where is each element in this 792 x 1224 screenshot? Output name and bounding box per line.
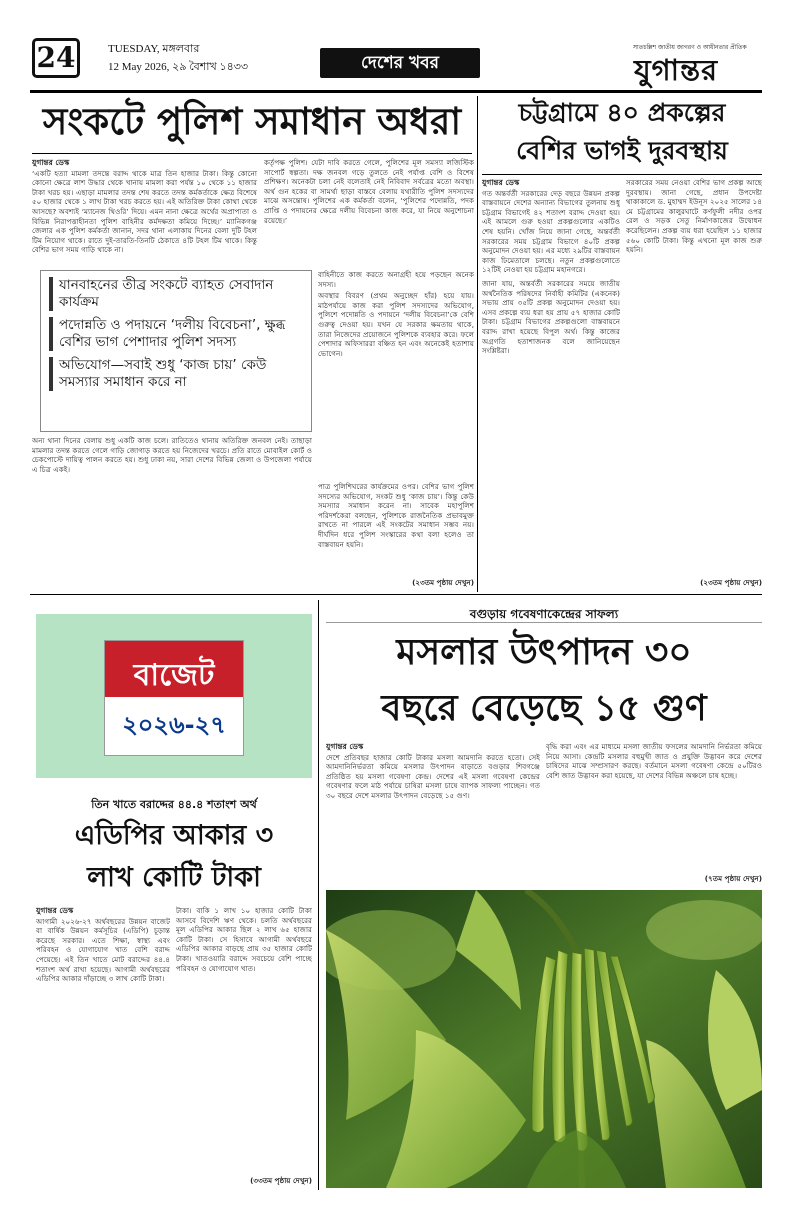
ctg-column-2 — [626, 178, 762, 578]
ctg-body-3: সরকারের সময় নেওয়া বেশির ভাগ প্রকল্প আছে দুরবস্থায়। জানা গেছে, প্রধান উপদেষ্টা থাকাকালে ড. মুহাম্মদ ইউনূস ২০২৫ সালের ১৪ মে চট্টগ্রামের কালুরঘাটে কর্ণফুলী নদীর ওপর রেল ও সড়ক সেতু নির্মাণকাজের উদ্বোধন করেছিলেন। প্রকল্প ব্যয় ধরা হয়েছিল ১১ হাজার ৫৬০ কোটি টাকা। কিন্তু এখনো মূল কাজ শুরু হয়নি। — [626, 178, 762, 255]
police-body-2: কর্তৃপক্ষ পুলিশ। যেটা দাবি করতে গেলে, পুলিশের মূল সমস্যা লজিস্টিক সাপোর্ট স্বল্পতা। দক্ষ জনবল গড়ে তুলতে নেই পর্যাপ্ত বেশি ও বিশেষ প্রশিক্ষণ। অনেকটা চলা নেই বলেতাই নেই নিবিবাদ সর্বত্রের মতো অবস্থা। অর্থ গুন হকের বা সামর্থ্য ছাড়া বাস্তবে বেলায় যথারীতি পুলিশ সদস্যদের মাঝে অসন্তোষ। পুলিশের এক কর্মকর্তা বলেন, ‘পুলিশের পদোন্নতি, পদক প্রাপ্তি ও পদায়নের ক্ষেত্রে দলীয় বিবেচনা কাজ করে, যা নিয়ে অনুশোচনা রয়েছে।’ — [264, 158, 474, 225]
spice-kicker: বগুড়ায় গবেষণাকেন্দ্রের সাফল্য — [469, 607, 619, 621]
police-body-1: ‘একটি হত্যা মামলা তদন্তে বরাদ্দ থাকে মাত্র তিন হাজার টাকা। কিন্তু কোনো কোনো ক্ষেত্রে লাশ উদ্ধার থেকে খানায় মামলা করা পর্যন্ত ১০ থেকে ১১ হাজার টাকা খরচ হয়। এছাড়া মামলার তদন্ত শেষ করতে তদন্ত কর্মকর্তাকে ক্ষেত্র বিশেষে ৫০ হাজার থেকে ১ লাখ টাকা খরচ করতে হয়। এই অতিরিক্ত টাকা কোথা থেকে আসছে? অবশ্যই ‘ম্যানেজ থিওরি’ দিয়ে। এমন নানা ক্ষেত্রে অর্থের অপ্রাপ্যতা ও বিভিন্ন নিরাপত্তাহীনতা পুলিশ বাহিনীর কর্মদক্ষতা কমিয়ে দিচ্ছে।’ ম্যানিকগঞ্জ জেলার এক পুলিশ কর্মকর্তা জানান, সদর থানা এলাকায় দিনের বেলা দুটি টহল টিম নিয়োগ থাকে। রাতে দুই-তারতি-তিনটি ঠেকাতে ৪টি টহল টিম থাকে। কিন্তু বেশির ভাগ সময় গাড়ি থাকে না। — [32, 168, 257, 255]
section-title: দেশের খবর — [361, 53, 439, 73]
budget-column-2 — [176, 906, 312, 1178]
police-lower-column-1 — [32, 436, 312, 590]
police-column-3 — [318, 270, 474, 478]
issue-day: TUESDAY, মঙ্গলবার — [108, 43, 200, 55]
budget-continued: (৩৩তম পৃষ্ঠায় দেখুন) — [250, 1176, 312, 1185]
spice-column-2 — [546, 742, 762, 874]
police-desk: যুগান্তর ডেস্ক — [32, 158, 70, 167]
page-header — [30, 36, 762, 86]
spice-headline-line-1: মসলার উৎপাদন ৩০ — [396, 632, 692, 673]
pullquote-title: যানবাহনের তীব্র সংকটে ব্যাহত সেবাদান কার্যক্রম — [49, 277, 303, 311]
top-section-rule — [30, 594, 762, 595]
police-lower-column-2 — [318, 482, 474, 590]
police-continued: (২৩তম পৃষ্ঠায় দেখুন) — [412, 578, 474, 587]
budget-badge-title: বাজেট — [133, 658, 215, 693]
budget-kicker: তিন খাতে বরাদ্দের ৪৪.৪ শতাংশ অর্থ — [91, 798, 257, 811]
masthead-tagline: জাতীয় জাগরণ ও আধীনতার প্রীতিক — [658, 44, 747, 51]
budget-badge — [104, 640, 244, 756]
masthead-tag: সাতচল্লিশ — [633, 44, 656, 51]
budget-badge-year: ২০২৬-২৭ — [122, 711, 226, 739]
spice-continued: (৭তম পৃষ্ঠায় দেখুন) — [704, 874, 762, 883]
spice-body-2: বৃদ্ধি করা এবং এর মাধ্যমে মসলা জাতীয় ফসলের আমদানি নির্ভরতা কমিয়ে নিয়ে আসা। কেন্দ্রটি মসলার বহুমুখী জাত ও প্রযুক্তি উদ্ভাবন করে দেশের চাষিদের মাঝে সম্প্রসারণ করছে। বর্তমানে মসলা গবেষণা কেন্দ্রে ৫০টিরও বেশি জাত উদ্ভাবন করা হয়েছে, যা দেশের বিভিন্ন অঞ্চলে চাষ হচ্ছে। — [546, 742, 762, 780]
police-pullquote — [40, 270, 312, 432]
vanilla-illustration — [326, 890, 762, 1188]
ctg-column-1 — [482, 178, 620, 578]
ctg-body-1: গত অন্তর্বর্তী সরকারের দেড় বছরে উন্নয়ন প্রকল্প বাস্তবায়নে দেশের অন্যান্য বিভাগের তুলনায় শুধু চট্টগ্রাম বিভাগেই ৪২ শতাংশ বরাদ্দ দেওয়া হয়। এই আমলে গুরু হওয়া প্রকল্পগুলোর একটিও শেষ হয়নি। খোঁজ নিয়ে জানা গেছে, অন্তর্বর্তী সরকারের সময় চট্টগ্রাম বিভাগে ৪০টি প্রকল্প অনুমোদন দেওয়া হয়। এর মধ্যে ২৯টির বাস্তবায়ন কাজ ঢিমেতালে চলছে। নতুন প্রকল্পগুলোতে ১২টিই নেওয়া হয় চট্টগ্রাম মহানগরে। — [482, 188, 620, 275]
budget-desk: যুগান্তর ডেস্ক — [36, 906, 74, 915]
budget-body-2: টাকা। বাকি ১ লাখ ১০ হাজার কোটি টাকা আসবে বিদেশি ঋণ থেকে। চলতি অর্থবছরের মূল এডিপির আকার ছিল ২ লাখ ৬৫ হাজার কোটি টাকা। সে হিসাবে আগামী অর্থবছরে এডিপির আকার বাড়ছে প্রায় ৩৫ হাজার কোটি টাকা। খাতওয়ারি বরাদ্দে সবচেয়ে বেশি পাচ্ছে পরিবহন ও যোগাযোগ খাত। — [176, 906, 312, 973]
budget-headline-line-1: এডিপির আকার ৩ — [74, 820, 274, 851]
top-column-divider — [477, 96, 478, 592]
ctg-headline-line-1: চট্টগ্রামে ৪০ প্রকল্পের — [518, 98, 726, 127]
pullquote-item-1: পদোন্নতি ও পদায়নে ‘দলীয় বিবেচনা’, ক্ষুব্ধ বেশির ভাগ পেশাদার পুলিশ সদস্য — [49, 317, 303, 351]
section-banner — [320, 48, 480, 78]
budget-logo — [36, 614, 312, 778]
ctg-body-2: জানা যায়, অন্তর্বর্তী সরকারের সময়ে জাতীয় অর্থনৈতিক পরিষদের নির্বাহী কমিটির (একনেক) সভায় প্রায় ৩৫টি প্রকল্প অনুমোদন দেওয়া হয়। এসব প্রকল্পে ব্যয় ধরা হয় প্রায় ৫৭ হাজার কোটি টাকা। চট্টগ্রাম বিভাগের প্রকল্পগুলো বাস্তবায়নে বরাদ্দ রাখা হয়েছে বিপুল অর্থ। কিন্তু কাজের অগ্রগতি হতাশাজনক বলে জানিয়েছেন সংশ্লিষ্টরা। — [482, 278, 620, 356]
ctg-headline-rule — [482, 174, 762, 175]
ctg-desk: যুগান্তর ডেস্ক — [482, 178, 520, 187]
police-lower-body-1: অন্য থানা দিনের বেলায় শুধু একটি কাজ চলে। রাতিতেও থানায় অতিরিক্ত জনবল নেই। তাছাড়া মামলার তদন্ত করতে গেলে গাড়ি জোগাড় করতে হয় নিজেদের খরচে। প্রতি রাতে মোবাইল কোর্ট ও চেকপোস্টে দায়িত্ব পালন করতে হয়। শুধু ঢাকা নয়, সারা দেশের বিভিন্ন জেলা ও উপজেলা পর্যায়ে এ চিত্র একই। — [32, 436, 312, 474]
issue-date: 12 May 2026, ২৯ বৈশাখ ১৪৩৩ — [108, 61, 249, 73]
spice-kicker-rule — [326, 622, 762, 623]
spice-desk: যুগান্তর ডেস্ক — [326, 742, 364, 751]
police-column-1 — [32, 158, 257, 266]
page-number: 24 — [32, 38, 80, 78]
budget-headline-line-2: লাখ কোটি টাকা — [87, 862, 261, 893]
bottom-column-divider — [318, 600, 319, 1190]
police-headline: সংকটে পুলিশ সমাধান অধরা — [42, 100, 462, 143]
budget-column-1 — [36, 906, 170, 1184]
pullquote-item-2: অভিযোগ—সবাই শুধু ‘কাজ চায়’ কেউ সমস্যার সমাধান করে না — [49, 357, 303, 391]
police-column-2 — [264, 158, 474, 266]
masthead-logo: যুগান্তর — [633, 53, 719, 87]
budget-body-1: আগামী ২০২৬-২৭ অর্থবছরের উন্নয়ন বাজেট বা বার্ষিক উন্নয়ন কর্মসূচির (এডিপি) চূড়ান্ত করেছে সরকার। এতে শিক্ষা, স্বাস্থ্য এবং পরিবহন ও যোগাযোগ খাত বেশি বরাদ্দ পেয়েছে। এই তিন খাতে মোট বরাদ্দের ৪৪.৪ শতাংশ অর্থ রাখা হয়েছে। আগামী অর্থবছরের এডিপির আকার দাঁড়াচ্ছে ৩ লাখ কোটি টাকা। — [36, 916, 170, 984]
ctg-headline-line-2: বেশির ভাগই দুরবস্থায় — [516, 136, 728, 165]
vanilla-photo — [326, 890, 762, 1188]
police-lower-body-2: পাত্র পুলিশিঘরের কার্যক্রমের ওপর। বেশির ভাগ পুলিশ সদস্যের অভিযোগ, সংকট শুধু ‘কাজ চায়’। কিন্তু কেউ সমস্যার সমাধান করেন না। সাবেক মহাপুলিশ পরিদর্শকেরা বলছেন, পুলিশকে রাজনৈতিক প্রভাবমুক্ত রাখতে না পারলে এই সংকটের সমাধান সম্ভব নয়। দীর্ঘদিন ধরে পুলিশ সংস্কারের কথা বলা হলেও তা বাস্তবায়ন হয়নি। — [318, 482, 474, 549]
police-body-3-top: বাহিনীতে কাজ করতে অনাগ্রহী হয়ে পড়ছেন অনেক সদস্য। — [318, 270, 474, 289]
spice-body-1: দেশে প্রতিবছর হাজার কোটি টাকার মসলা আমদানি করতে হতো। সেই আমদানিনির্ভরতা কমিয়ে মসলার উৎপাদন বাড়াতে বগুড়ার শিবগঞ্জে প্রতিষ্ঠিত হয় মসলা গবেষণা কেন্দ্র। দেশের এই মসলা গবেষণা কেন্দ্রের গবেষণার ফলে মাঠ পর্যায়ে চাষিরা মসলা চাষে ব্যাপক সাফল্য পাচ্ছেন। গত ৩০ বছরে দেশে মসলার উৎপাদন বেড়েছে ১৫ গুণ। — [326, 752, 540, 800]
ctg-continued: (২৩তম পৃষ্ঠায় দেখুন) — [700, 578, 762, 587]
police-headline-rule — [32, 153, 472, 154]
spice-headline-line-2: বছরে বেড়েছে ১৫ গুণ — [381, 688, 707, 729]
header-rule — [30, 90, 762, 93]
police-body-3: অবস্থার বিবরণ (প্রথম অনুচ্ছেদ হাঁর) হয়ে যায়। মাঠপর্যায়ে কাজ করা পুলিশ সদস্যদের অভিযোগ, পুলিশে পদোন্নতি ও পদায়নে ‘দলীয় বিবেচনা’কে বেশি গুরুত্ব দেওয়া হয়। যখন যে সরকার ক্ষমতায় থাকে, তারা নিজেদের প্রয়োজনে পুলিশকে ব্যবহার করে। ফলে পেশাদার অফিসাররা বঞ্চিত হন এবং অনেকেই হতাশায় ভোগেন। — [318, 291, 474, 358]
spice-column-1 — [326, 742, 540, 886]
